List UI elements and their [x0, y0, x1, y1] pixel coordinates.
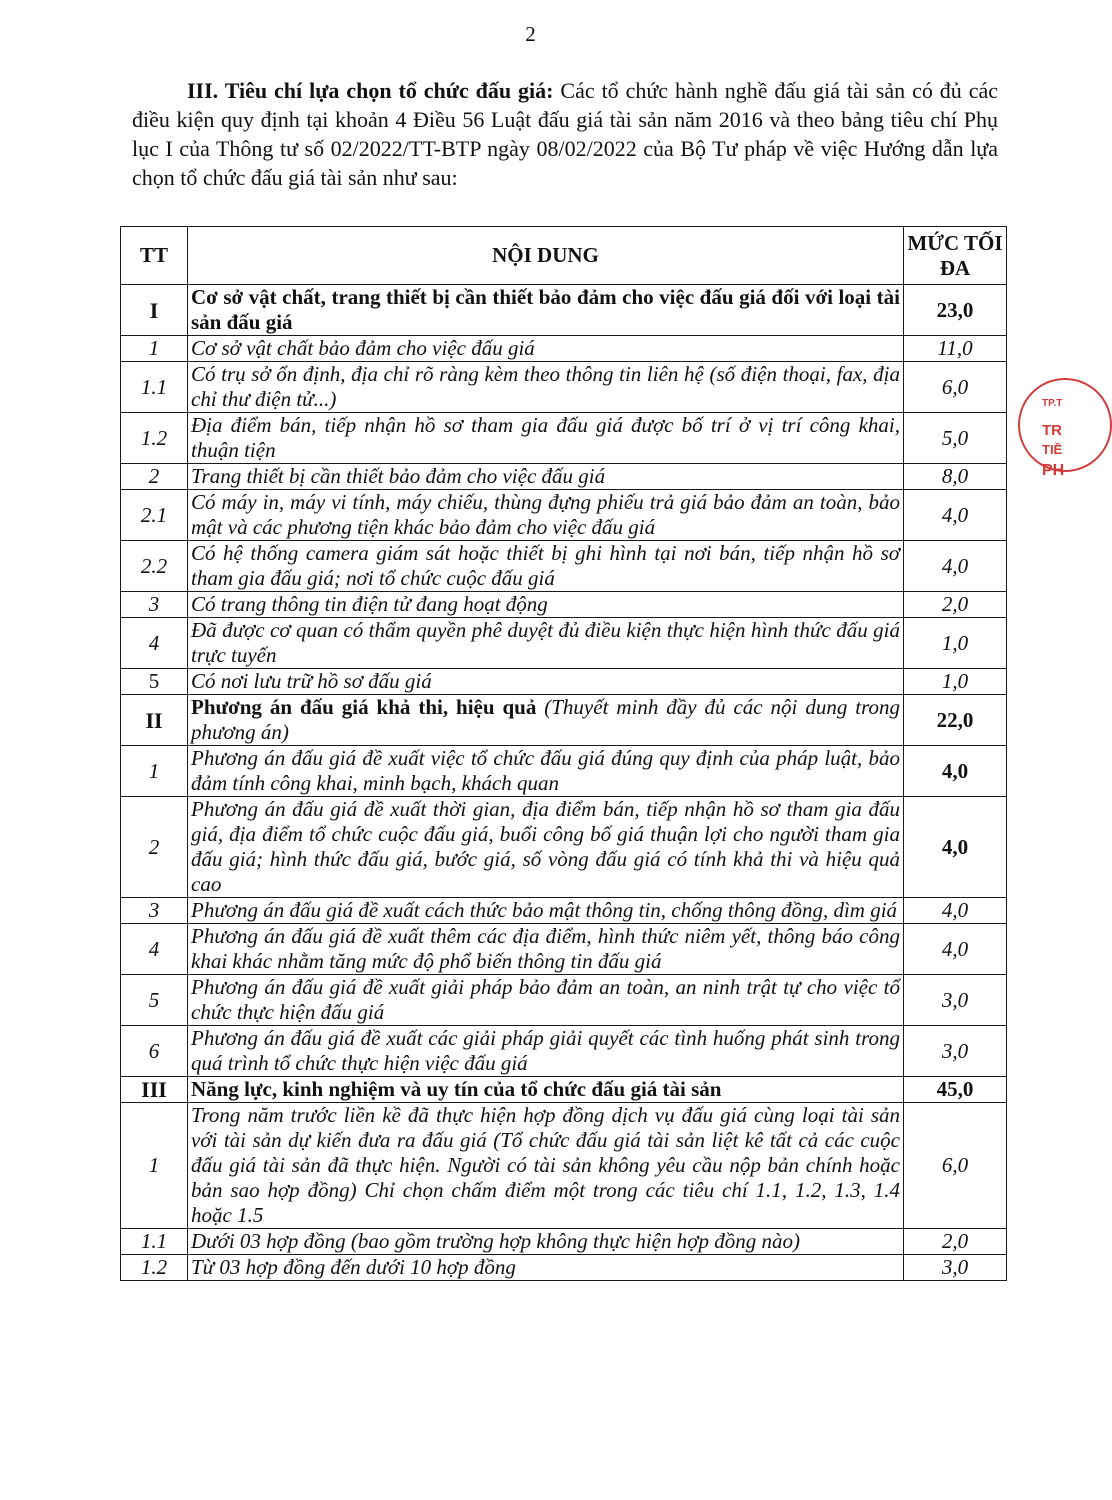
row-content: Phương án đấu giá đề xuất cách thức bảo mật thông tin, chống thông đồng, dìm giá [188, 898, 904, 924]
row-content: Năng lực, kinh nghiệm và uy tín của tổ chức đấu giá tài sản [188, 1077, 904, 1103]
row-score: 4,0 [904, 797, 1007, 898]
row-score: 1,0 [904, 618, 1007, 669]
table-row [121, 975, 1007, 1026]
intro-paragraph [132, 76, 998, 192]
row-content: Có nơi lưu trữ hồ sơ đấu giá [188, 669, 904, 695]
row-score: 4,0 [904, 541, 1007, 592]
row-tt: 1.1 [121, 1229, 188, 1255]
row-content: Có hệ thống camera giám sát hoặc thiết bị ghi hình tại nơi bán, tiếp nhận hồ sơ tham gia đấu giá; nơi tổ chức cuộc đấu giá [188, 541, 904, 592]
row-content: Phương án đấu giá đề xuất thêm các địa điểm, hình thức niêm yết, thông báo công khai khác nhằm tăng mức độ phổ biến thông tin đấu giá [188, 924, 904, 975]
row-tt: 1 [121, 746, 188, 797]
row-tt: 2.1 [121, 490, 188, 541]
row-score: 45,0 [904, 1077, 1007, 1103]
row-tt: 1.2 [121, 413, 188, 464]
row-content-main: Phương án đấu giá khả thi, hiệu quả [191, 695, 537, 719]
row-tt: 3 [121, 592, 188, 618]
row-score: 5,0 [904, 413, 1007, 464]
row-tt: II [121, 695, 188, 746]
row-score: 11,0 [904, 336, 1007, 362]
table-row [121, 618, 1007, 669]
row-content: Có trang thông tin điện tử đang hoạt động [188, 592, 904, 618]
row-content: Dưới 03 hợp đồng (bao gồm trường hợp không thực hiện hợp đồng nào) [188, 1229, 904, 1255]
row-content: Địa điểm bán, tiếp nhận hồ sơ tham gia đấu giá được bố trí ở vị trí công khai, thuận tiện [188, 413, 904, 464]
table-row [121, 746, 1007, 797]
row-score: 6,0 [904, 362, 1007, 413]
table-row [121, 336, 1007, 362]
table-row [121, 695, 1007, 746]
table-row [121, 1255, 1007, 1281]
row-content: Phương án đấu giá đề xuất giải pháp bảo đảm an toàn, an ninh trật tự cho việc tổ chức thực hiện đấu giá [188, 975, 904, 1026]
row-content: Đã được cơ quan có thẩm quyền phê duyệt đủ điều kiện thực hiện hình thức đấu giá trực tuyến [188, 618, 904, 669]
table-row [121, 464, 1007, 490]
table-row [121, 1229, 1007, 1255]
row-tt: 3 [121, 898, 188, 924]
table-row [121, 797, 1007, 898]
table-row [121, 1077, 1007, 1103]
row-score: 1,0 [904, 669, 1007, 695]
row-tt: 1.1 [121, 362, 188, 413]
row-tt: I [121, 285, 188, 336]
row-score: 2,0 [904, 592, 1007, 618]
row-content: Trong năm trước liền kề đã thực hiện hợp đồng dịch vụ đấu giá cùng loại tài sản với tài sản dự kiến đưa ra đấu giá (Tổ chức đấu giá tài sản liệt kê tất cả các cuộc đấu giá tài sản đã thực hiện. Người có tài sản không yêu cầu nộp bản chính hoặc bản sao hợp đồng) Chỉ chọn chấm điểm một trong các tiêu chí 1.1, 1.2, 1.3, 1.4 hoặc 1.5 [188, 1103, 904, 1229]
row-tt: 1.2 [121, 1255, 188, 1281]
stamp-text-3: TIỀ [1042, 442, 1063, 457]
row-tt: 2 [121, 797, 188, 898]
row-content: Từ 03 hợp đồng đến dưới 10 hợp đồng [188, 1255, 904, 1281]
table-row [121, 898, 1007, 924]
table-row [121, 592, 1007, 618]
row-score: 4,0 [904, 924, 1007, 975]
row-content-note: (Thuyết minh đầy đủ các nội dung trong phương án) [191, 695, 900, 744]
row-tt: 4 [121, 924, 188, 975]
row-content: Phương án đấu giá đề xuất thời gian, địa điểm bán, tiếp nhận hồ sơ tham gia đấu giá, địa điểm tổ chức cuộc đấu giá, buổi công bố giá thuận lợi cho người tham gia đấu giá; hình thức đấu giá, bước giá, số vòng đấu giá có tính khả thi và hiệu quả cao [188, 797, 904, 898]
table-header-row [121, 227, 1007, 285]
criteria-table [120, 226, 1007, 1281]
intro-text: Các tổ chức hành nghề đấu giá tài sản có đủ các điều kiện quy định tại khoản 4 Điều 56 Luật đấu giá tài sản năm 2016 và theo bảng tiêu chí Phụ lục I của Thông tư số 02/2022/TT-BTP ngày 08/02/2022 của Bộ Tư pháp về việc Hướng dẫn lựa chọn tổ chức đấu giá tài sản như sau: [132, 78, 998, 190]
stamp-text-2: TR [1042, 422, 1062, 439]
row-content: Có trụ sở ổn định, địa chỉ rõ ràng kèm theo thông tin liên hệ (số điện thoại, fax, địa chỉ thư điện tử...) [188, 362, 904, 413]
table-row [121, 669, 1007, 695]
row-tt: 2.2 [121, 541, 188, 592]
row-tt: 5 [121, 669, 188, 695]
row-content: Trang thiết bị cần thiết bảo đảm cho việc đấu giá [188, 464, 904, 490]
row-tt: III [121, 1077, 188, 1103]
table-row [121, 1026, 1007, 1077]
row-score: 3,0 [904, 1255, 1007, 1281]
header-score: MỨC TỐI ĐA [904, 227, 1007, 285]
row-content: Phương án đấu giá đề xuất việc tổ chức đấu giá đúng quy định của pháp luật, bảo đảm tính công khai, minh bạch, khách quan [188, 746, 904, 797]
page-number: 2 [525, 22, 536, 46]
row-score: 6,0 [904, 1103, 1007, 1229]
table-row [121, 924, 1007, 975]
table-row [121, 1103, 1007, 1229]
row-content: Có máy in, máy vi tính, máy chiếu, thùng đựng phiếu trả giá bảo đảm an toàn, bảo mật và các phương tiện khác bảo đảm cho việc đấu giá [188, 490, 904, 541]
row-tt: 1 [121, 1103, 188, 1229]
row-content: Cơ sở vật chất, trang thiết bị cần thiết bảo đảm cho việc đấu giá đối với loại tài sản đấu giá [188, 285, 904, 336]
stamp-text-4: PH [1042, 462, 1065, 479]
header-tt: TT [121, 227, 188, 285]
row-tt: 1 [121, 336, 188, 362]
row-tt: 4 [121, 618, 188, 669]
table-row [121, 285, 1007, 336]
table-row [121, 413, 1007, 464]
header-content: NỘI DUNG [188, 227, 904, 285]
row-score: 2,0 [904, 1229, 1007, 1255]
row-content [188, 695, 904, 746]
row-score: 3,0 [904, 975, 1007, 1026]
stamp-text-1: TP.T [1042, 398, 1063, 409]
row-content: Phương án đấu giá đề xuất các giải pháp giải quyết các tình huống phát sinh trong quá trình tổ chức thực hiện việc đấu giá [188, 1026, 904, 1077]
row-score: 23,0 [904, 285, 1007, 336]
intro-heading: III. Tiêu chí lựa chọn tổ chức đấu giá: [187, 78, 554, 103]
row-content: Cơ sở vật chất bảo đảm cho việc đấu giá [188, 336, 904, 362]
row-tt: 2 [121, 464, 188, 490]
table-row [121, 490, 1007, 541]
table-row [121, 541, 1007, 592]
row-score: 3,0 [904, 1026, 1007, 1077]
row-score: 4,0 [904, 746, 1007, 797]
row-score: 22,0 [904, 695, 1007, 746]
table-row [121, 362, 1007, 413]
row-score: 8,0 [904, 464, 1007, 490]
official-stamp [1018, 378, 1112, 479]
row-score: 4,0 [904, 898, 1007, 924]
row-tt: 6 [121, 1026, 188, 1077]
row-score: 4,0 [904, 490, 1007, 541]
row-tt: 5 [121, 975, 188, 1026]
